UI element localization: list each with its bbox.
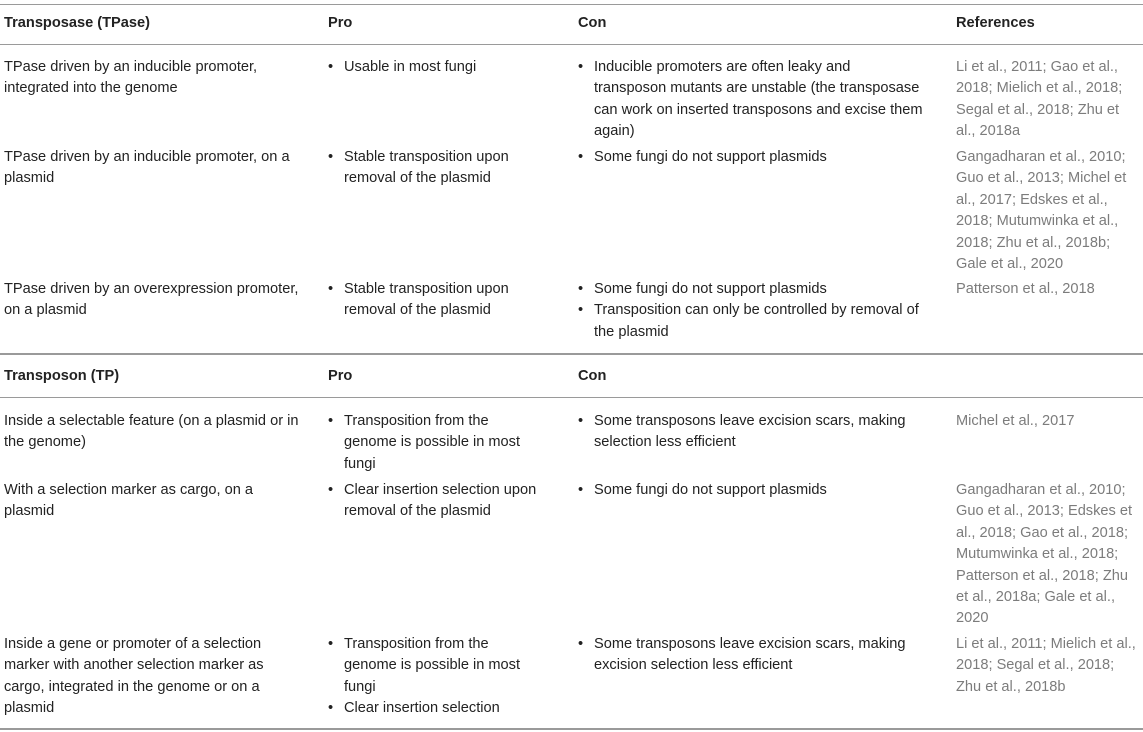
row-con-list — [578, 147, 923, 168]
row-feature: Inside a gene or promoter of a selection marker with another selection marker as cargo, integrated in the genome or on a plasmid — [4, 636, 264, 717]
header-rule — [0, 397, 1143, 398]
pro-item: • Transposition from the genome is possible in most fungi — [328, 634, 543, 698]
header-feature: Transposase (TPase) — [4, 15, 151, 31]
row-feature: TPase driven by an inducible promoter, integrated into the genome — [4, 59, 258, 97]
con-item: • Some fungi do not support plasmids — [578, 480, 923, 501]
header-pro: Pro — [328, 15, 353, 31]
row-references: Li et al., 2011; Mielich et al., 2018; Segal et al., 2018; Zhu et al., 2018b — [956, 636, 1136, 695]
section-rule — [0, 353, 1143, 355]
header-references: References — [956, 15, 1035, 31]
row-feature: Inside a selectable feature (on a plasmid or in the genome) — [4, 413, 299, 451]
con-item: • Some fungi do not support plasmids — [578, 279, 923, 300]
con-item: • Transposition can only be controlled by removal of the plasmid — [578, 300, 923, 343]
row-references: Gangadharan et al., 2010; Guo et al., 2013; Edskes et al., 2018; Gao et al., 2018; Mutumwinka et al., 2018; Patterson et al., 2018; Zhu et al., 2018a; Gale et al., 2020 — [956, 482, 1133, 627]
header-pro: Pro — [328, 368, 353, 384]
row-con-list — [578, 411, 923, 454]
pro-item: • Clear insertion selection — [328, 698, 543, 719]
pro-item: • Transposition from the genome is possible in most fungi — [328, 411, 543, 475]
con-item: • Inducible promoters are often leaky and transposon mutants are unstable (the transposase can work on inserted transposons and excise them again) — [578, 57, 923, 143]
row-feature: With a selection marker as cargo, on a plasmid — [4, 482, 254, 520]
row-con-list — [578, 57, 923, 143]
header-rule — [0, 44, 1143, 45]
bottom-rule — [0, 728, 1143, 730]
con-item: • Some fungi do not support plasmids — [578, 147, 923, 168]
row-con-list — [578, 480, 923, 501]
row-references: Michel et al., 2017 — [956, 413, 1075, 429]
pro-item: • Stable transposition upon removal of the plasmid — [328, 147, 543, 190]
header-feature: Transposon (TP) — [4, 368, 120, 384]
con-item: • Some transposons leave excision scars, making excision selection less efficient — [578, 634, 923, 677]
pro-item: • Stable transposition upon removal of the plasmid — [328, 279, 543, 322]
row-pro-list — [328, 411, 543, 475]
top-rule — [0, 4, 1143, 5]
row-pro-list — [328, 57, 543, 78]
pro-item: • Clear insertion selection upon removal of the plasmid — [328, 480, 543, 523]
row-pro-list — [328, 480, 543, 523]
row-feature: TPase driven by an inducible promoter, on a plasmid — [4, 149, 290, 187]
row-pro-list — [328, 147, 543, 190]
row-references: Gangadharan et al., 2010; Guo et al., 2013; Michel et al., 2017; Edskes et al., 2018; Mutumwinka et al., 2018; Zhu et al., 2018b; Gale et al., 2020 — [956, 149, 1127, 273]
pro-item: • Usable in most fungi — [328, 57, 543, 78]
header-con: Con — [578, 368, 607, 384]
row-con-list — [578, 634, 923, 677]
header-con: Con — [578, 15, 607, 31]
row-con-list — [578, 279, 923, 343]
row-references: Patterson et al., 2018 — [956, 281, 1095, 297]
row-pro-list — [328, 279, 543, 322]
row-references: Li et al., 2011; Gao et al., 2018; Mielich et al., 2018; Segal et al., 2018; Zhu et al., 2018a — [956, 59, 1123, 140]
row-pro-list — [328, 634, 543, 720]
row-feature: TPase driven by an overexpression promoter, on a plasmid — [4, 281, 299, 319]
con-item: • Some transposons leave excision scars, making selection less efficient — [578, 411, 923, 454]
